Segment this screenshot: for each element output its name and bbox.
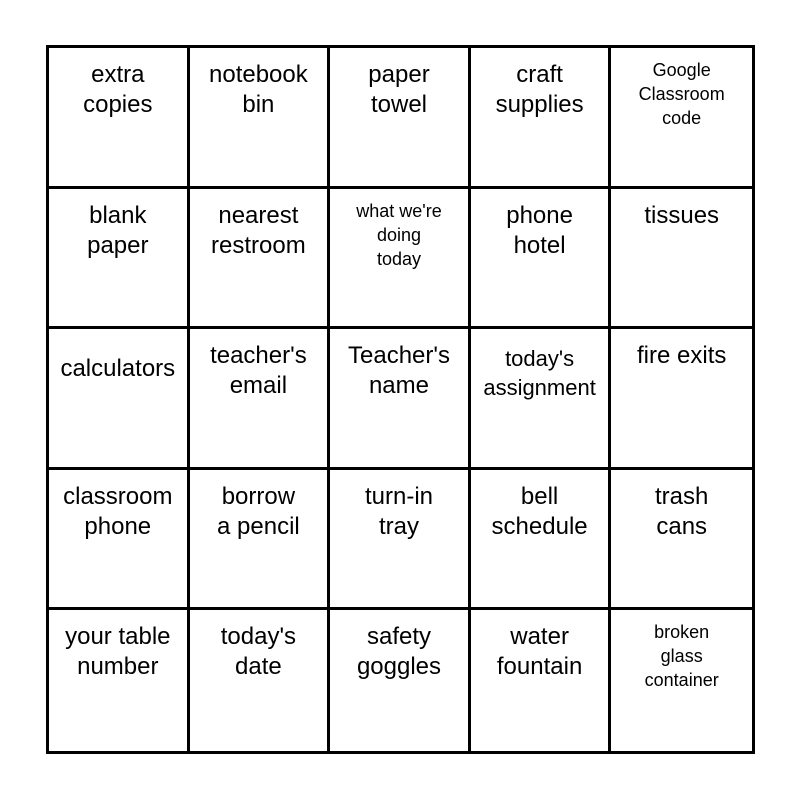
bingo-cell[interactable] [190,189,331,330]
cell-label: turn-in tray [364,482,433,540]
cell-label: water fountain [496,623,583,681]
cell-label: phone hotel [506,201,573,259]
cell-label: notebook bin [209,61,308,118]
cell-label: tissues [644,201,720,229]
bingo-cell[interactable] [330,189,471,330]
cell-label: your table number [65,623,171,681]
bingo-cell[interactable] [471,329,612,470]
cell-label: trash cans [655,482,709,540]
cell-label: today's date [220,623,297,681]
bingo-cell[interactable] [49,189,190,330]
cell-label: classroom phone [63,482,173,540]
bingo-cell[interactable] [49,610,190,751]
cell-label: blank paper [87,201,149,259]
bingo-cell[interactable] [611,189,752,330]
cell-label: teacher's email [210,342,307,400]
bingo-cell[interactable] [330,470,471,611]
cell-label: Google Classroom code [638,60,725,128]
cell-label: borrow a pencil [217,482,300,540]
bingo-cell[interactable] [611,329,752,470]
bingo-cell[interactable] [330,329,471,470]
bingo-cell[interactable] [471,48,612,189]
cell-label: fire exits [637,342,727,370]
bingo-cell[interactable] [611,48,752,189]
cell-label: Teacher's name [348,342,450,400]
bingo-cell[interactable] [190,329,331,470]
bingo-cell[interactable] [471,610,612,751]
cell-label: today's assignment [483,346,596,401]
bingo-cell[interactable] [330,48,471,189]
bingo-cell[interactable] [49,470,190,611]
cell-label: paper towel [368,61,430,118]
bingo-cell[interactable] [611,610,752,751]
bingo-board [46,45,755,754]
bingo-cell[interactable] [49,48,190,189]
bingo-cell[interactable] [471,189,612,330]
cell-label: safety goggles [356,623,442,681]
bingo-cell[interactable] [49,329,190,470]
bingo-cell[interactable] [471,470,612,611]
cell-label: what we're doing today [356,200,442,269]
cell-label: craft supplies [495,61,584,118]
cell-label: bell schedule [491,482,588,540]
bingo-cell[interactable] [190,470,331,611]
bingo-cell[interactable] [330,610,471,751]
cell-label: nearest restroom [211,201,306,259]
cell-label: broken glass container [644,622,719,691]
bingo-cell[interactable] [190,48,331,189]
bingo-cell[interactable] [611,470,752,611]
cell-label: extra copies [83,61,153,118]
cell-label: calculators [60,355,176,383]
bingo-cell[interactable] [190,610,331,751]
